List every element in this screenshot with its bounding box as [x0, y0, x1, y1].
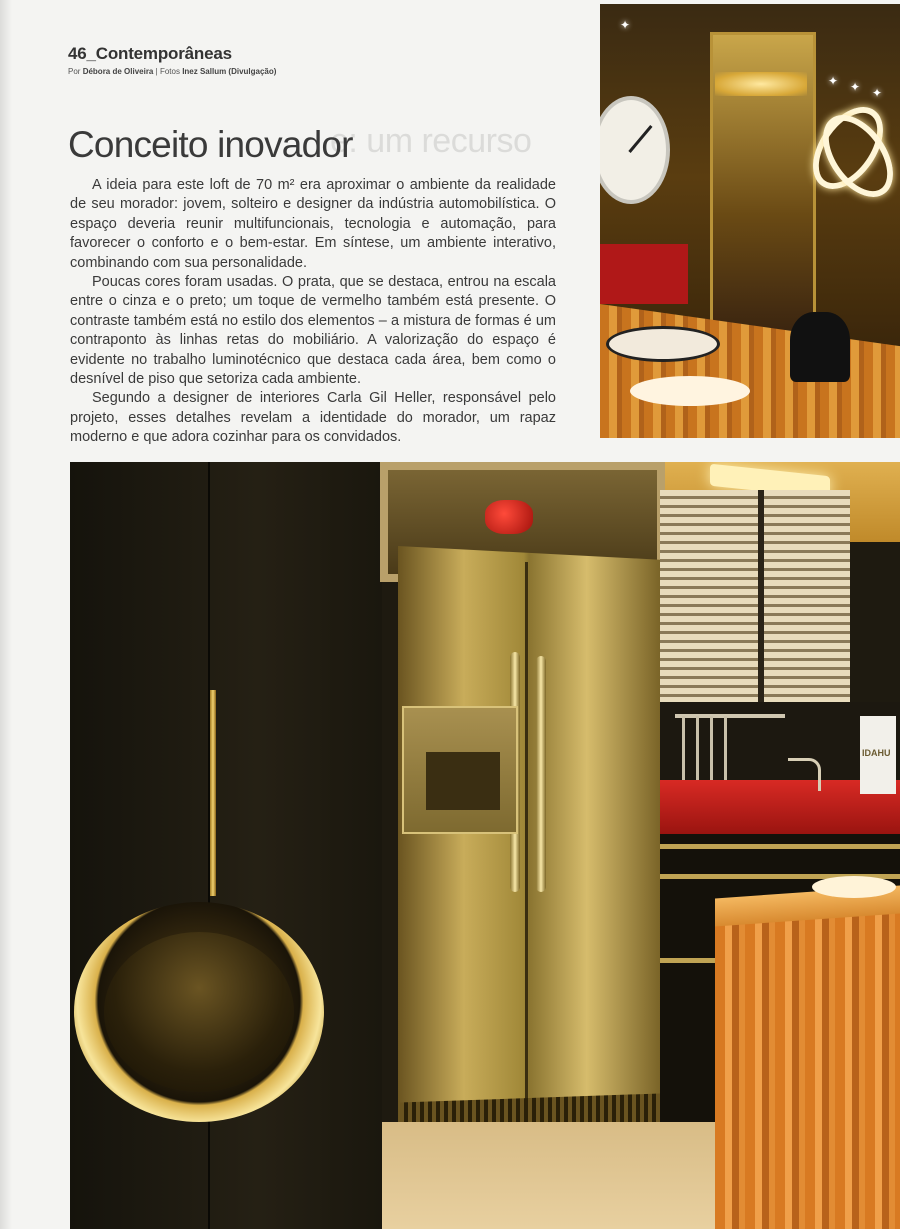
fridge-door-split: [525, 562, 528, 1122]
serving-bowl: [812, 876, 896, 898]
faucet: [788, 758, 821, 791]
byline: [68, 67, 276, 76]
spotlight-icon: ✦: [872, 86, 883, 100]
window-frame: [758, 490, 764, 715]
article-title: Conceito inovador: [68, 124, 353, 165]
spotlight-icon: ✦: [850, 80, 861, 94]
loft-dining-photo: [600, 4, 900, 438]
drawer-trim: [660, 844, 900, 849]
plate: [606, 326, 720, 362]
byline-separator: |: [155, 67, 158, 76]
byline-author: Débora de Oliveira: [82, 67, 154, 76]
red-decor-object: [485, 500, 533, 534]
ladle: [724, 716, 727, 780]
towel-print: IDAHU: [862, 748, 891, 758]
black-chair: [790, 312, 850, 382]
dispenser-slot: [426, 752, 500, 810]
ladle: [696, 716, 699, 780]
cabinet-handle: [210, 690, 216, 896]
fridge-handle-right: [536, 656, 546, 892]
washer-door: [104, 932, 294, 1092]
illuminated-logo-sculpture: [812, 92, 882, 202]
show-through-text: e: um recurso: [330, 122, 532, 160]
spotlight-icon: ✦: [620, 18, 631, 32]
wooden-table: [600, 304, 900, 438]
wall-clock: [600, 96, 670, 204]
wooden-island: [715, 908, 900, 1229]
window-blinds: [660, 490, 850, 715]
spotlight-icon: ✦: [828, 74, 839, 88]
stainless-refrigerator: [398, 546, 660, 1160]
byline-photographer: Inez Sallum (Divulgação): [182, 67, 277, 76]
page-binding-edge: [0, 0, 12, 1229]
utensil-rail: [675, 714, 785, 718]
kitchen-photo: [70, 462, 900, 1229]
bowl: [630, 376, 750, 406]
ladle: [682, 716, 685, 780]
ladle: [710, 716, 713, 780]
article-paragraph: A ideia para este loft de 70 m² era aproximar o ambiente da realidade de seu morador: jovem, solteiro e designer da indústria automobilística. O espaço deveria reunir multifuncionais, tecnologia e automação, para favorecer o conforto e o bem-estar. Em síntese, um ambiente interativo, combinando com sua personalidade.: [70, 177, 556, 271]
page-header: [68, 44, 276, 76]
section-page-label: 46_Contemporâneas: [68, 44, 232, 63]
wood-floor: [382, 1122, 722, 1229]
byline-by-label: Por: [68, 67, 81, 76]
ceiling-light: [715, 72, 807, 96]
red-refrigerator: [600, 244, 688, 304]
article-paragraph: Poucas cores foram usadas. O prata, que se destaca, entrou na escala entre o cinza e o preto; um toque de vermelho também está presente. O contraste também está no estilo dos elementos – a mistura de formas é um contraponto às linhas retas do mobiliário. A valorização do espaço é evidente no trabalho luminotécnico que destaca cada área, bem como o desnível de piso que setoriza cada ambiente.: [70, 274, 556, 388]
byline-photos-label: Fotos: [159, 67, 180, 76]
article-body: [70, 176, 556, 448]
article-paragraph: Segundo a designer de interiores Carla Gil Heller, responsável pelo projeto, esses detalhes revelam a identidade do morador, um rapaz moderno e que adora cozinhar para os convidados.: [70, 390, 556, 446]
